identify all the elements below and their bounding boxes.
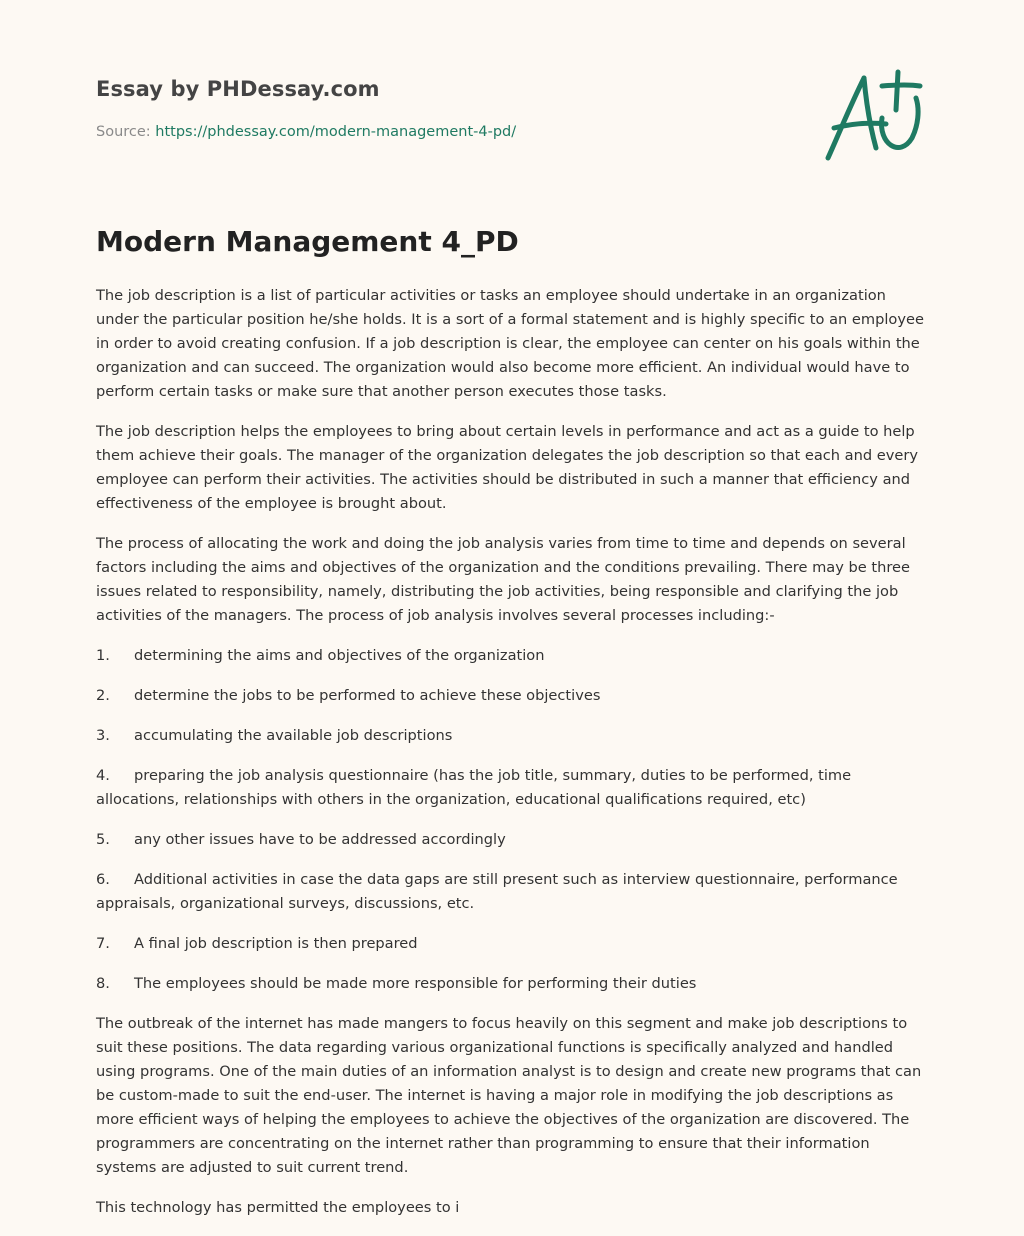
list-text: A final job description is then prepared — [134, 935, 418, 952]
list-number: 5. — [96, 831, 110, 848]
list-text: The employees should be made more responsible for performing their duties — [134, 975, 697, 992]
list-text: preparing the job analysis questionnaire (has the job title, summary, duties to be performed, time allocations, relationships with others in the organization, educational qualifications required, etc) — [96, 767, 852, 808]
list-text: determining the aims and objectives of the organization — [134, 647, 545, 664]
list-item — [96, 764, 930, 812]
essay-title: Modern Management 4_PD — [96, 225, 519, 258]
list-number: 2. — [96, 687, 110, 704]
list-item — [96, 684, 930, 708]
essay-paragraph: The outbreak of the internet has made mangers to focus heavily on this segment and make job descriptions to suit these positions. The data regarding various organizational functions is specifically analyzed and handled using programs. One of the main duties of an information analyst is to design and create new programs that can be custom-made to suit the end-user. The internet is having a major role in modifying the job descriptions as more efficient ways of helping the employees to achieve the objectives of the organization are discovered. The programmers are concentrating on the internet rather than programming to ensure that their information systems are adjusted to suit current trend. — [96, 1015, 922, 1176]
site-brand: Essay by PHDessay.com — [96, 77, 380, 101]
list-text: any other issues have to be addressed accordingly — [134, 831, 506, 848]
essay-paragraph: The job description is a list of particular activities or tasks an employee should undertake in an organization under the particular position he/she holds. It is a sort of a formal statement and is highly specific to an employee in order to avoid creating confusion. If a job description is clear, the employee can center on his goals within the organization and can succeed. The organization would also become more efficient. An individual would have to perform certain tasks or make sure that another person executes those tasks. — [96, 287, 924, 400]
essay-body — [96, 284, 930, 1236]
essay-paragraph-truncated: This technology has permitted the employees to i — [96, 1199, 460, 1216]
list-item — [96, 644, 930, 668]
list-item — [96, 828, 930, 852]
list-number: 7. — [96, 935, 110, 952]
source-link[interactable]: https://phdessay.com/modern-management-4-pd/ — [155, 124, 517, 140]
list-text: accumulating the available job descriptions — [134, 727, 453, 744]
essay-paragraph: The process of allocating the work and doing the job analysis varies from time to time and depends on several factors including the aims and objectives of the organization and the conditions prevailing. There may be three issues related to responsibility, namely, distributing the job activities, being responsible and clarifying the job activities of the managers. The process of job analysis involves several processes including:- — [96, 535, 911, 624]
list-text: determine the jobs to be performed to achieve these objectives — [134, 687, 601, 704]
list-item — [96, 868, 930, 916]
essay-paragraph: The job description helps the employees to bring about certain levels in performance and act as a guide to help them achieve their goals. The manager of the organization delegates the job description so that each and every employee can perform their activities. The activities should be distributed in such a manner that efficiency and effectiveness of the employee is brought about. — [96, 423, 918, 512]
list-item — [96, 972, 930, 996]
list-number: 8. — [96, 975, 110, 992]
list-text: Additional activities in case the data gaps are still present such as interview questionnaire, performance appraisals, organizational surveys, discussions, etc. — [96, 871, 898, 912]
list-number: 6. — [96, 871, 110, 888]
a-plus-logo-icon — [820, 66, 930, 166]
list-number: 4. — [96, 767, 110, 784]
source-line — [96, 124, 516, 140]
list-item — [96, 724, 930, 748]
list-number: 3. — [96, 727, 110, 744]
source-label: Source: — [96, 124, 156, 140]
list-number: 1. — [96, 647, 110, 664]
list-item — [96, 932, 930, 956]
